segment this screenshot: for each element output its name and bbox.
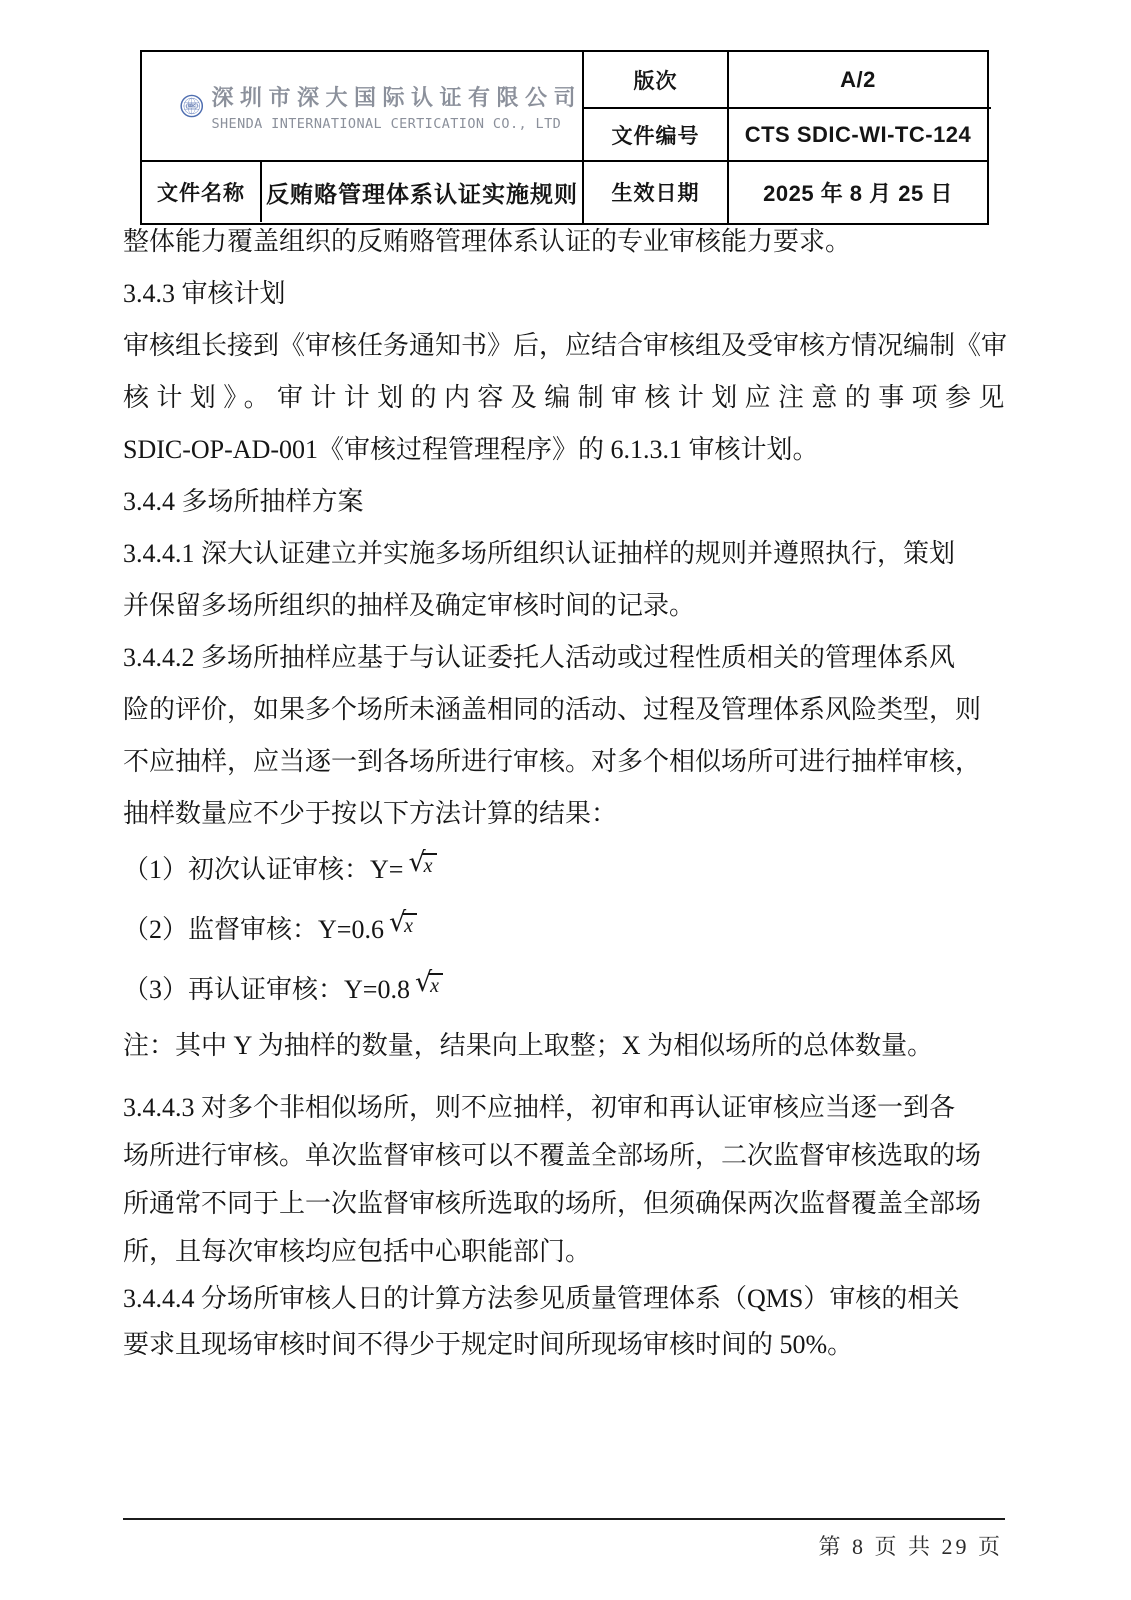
- body-line: 所，且每次审核均应包括中心职能部门。: [123, 1237, 592, 1266]
- company-logo-icon: [180, 66, 203, 146]
- formula-line: [123, 960, 991, 1020]
- body-line: 3.4.4.2 多场所抽样应基于与认证委托人活动或过程性质相关的管理体系风: [123, 643, 956, 672]
- document-header-table: [140, 50, 989, 225]
- version-label: 版次: [633, 69, 678, 93]
- effective-date-label: 生效日期: [611, 182, 700, 205]
- radicand: x: [422, 853, 437, 877]
- square-root-expression: [389, 893, 417, 953]
- body-line: 要求且现场审核时间不得少于规定时间所现场审核时间的 50%。: [123, 1330, 854, 1359]
- company-names: [211, 81, 582, 132]
- formula-line: [123, 840, 991, 900]
- body-line: 场所进行审核。单次监督审核可以不覆盖全部场所，二次监督审核选取的场: [123, 1141, 982, 1170]
- body-line: 险的评价，如果多个场所未涵盖相同的活动、过程及管理体系风险类型，则: [123, 695, 982, 724]
- square-root-expression: [415, 953, 443, 1013]
- company-logo-cell: [142, 52, 582, 160]
- body-line: 不应抽样，应当逐一到各场所进行审核。对多个相似场所可进行抽样审核，: [123, 747, 982, 776]
- radicand: x: [402, 913, 417, 937]
- radicand: x: [428, 973, 443, 997]
- radical-sign: √: [408, 847, 426, 878]
- body-line: 所通常不同于上一次监督审核所选取的场所，但须确保两次监督覆盖全部场: [123, 1189, 982, 1218]
- body-line: 注：其中 Y 为抽样的数量，结果向上取整；X 为相似场所的总体数量。: [123, 1031, 934, 1060]
- radical-sign: √: [388, 907, 407, 938]
- formula-prefix: （1）初次认证审核：Y=: [123, 855, 404, 884]
- formula-line: [123, 900, 991, 960]
- footer-rule: [123, 1518, 1005, 1520]
- company-name-en: SHENDA INTERNATIONAL CERTICATION CO., LTD: [211, 115, 562, 132]
- body-line: 3.4.4.4 分场所审核人日的计算方法参见质量管理体系（QMS）审核的相关: [123, 1284, 960, 1313]
- body-line: 3.4.4.1 深大认证建立并实施多场所组织认证抽样的规则并遵照执行，策划: [123, 539, 956, 568]
- radical-sign: √: [414, 967, 433, 998]
- version-value: A/2: [840, 66, 876, 92]
- square-root-expression: [408, 833, 436, 893]
- doc-number-label: 文件编号: [611, 124, 700, 148]
- doc-name-label: 文件名称: [157, 182, 245, 205]
- body-line: 核计划》。审计计划的内容及编制审核计划应注意的事项参见: [123, 383, 1012, 412]
- formula-prefix: （2）监督审核：Y=0.6: [123, 915, 384, 944]
- company-name-cn: 深圳市深大国际认证有限公司: [211, 84, 582, 110]
- body-line: 3.4.4 多场所抽样方案: [123, 487, 364, 516]
- effective-date-value: 2025 年 8 月 25 日: [763, 180, 953, 206]
- body-line: SDIC-OP-AD-001《审核过程管理程序》的 6.1.3.1 审核计划。: [123, 435, 819, 464]
- page-number: 第 8 页 共 29 页: [818, 1534, 1003, 1559]
- body-line: 抽样数量应不少于按以下方法计算的结果：: [123, 799, 618, 828]
- body-line: 审核组长接到《审核任务通知书》后，应结合审核组及受审核方情况编制《审: [123, 331, 1008, 360]
- document-body: [123, 216, 1012, 1368]
- body-line: 3.4.4.3 对多个非相似场所，则不应抽样，初审和再认证审核应当逐一到各: [123, 1093, 956, 1122]
- doc-name-value: 反贿赂管理体系认证实施规则: [266, 180, 578, 207]
- logo-badge-text: SDIC: [187, 104, 196, 109]
- body-line: 并保留多场所组织的抽样及确定审核时间的记录。: [123, 591, 696, 620]
- body-line: 3.4.3 审核计划: [123, 279, 286, 308]
- doc-number-value: CTS SDIC-WI-TC-124: [744, 121, 972, 147]
- formula-prefix: （3）再认证审核：Y=0.8: [123, 975, 410, 1004]
- body-line: 整体能力覆盖组织的反贿赂管理体系认证的专业审核能力要求。: [123, 227, 852, 256]
